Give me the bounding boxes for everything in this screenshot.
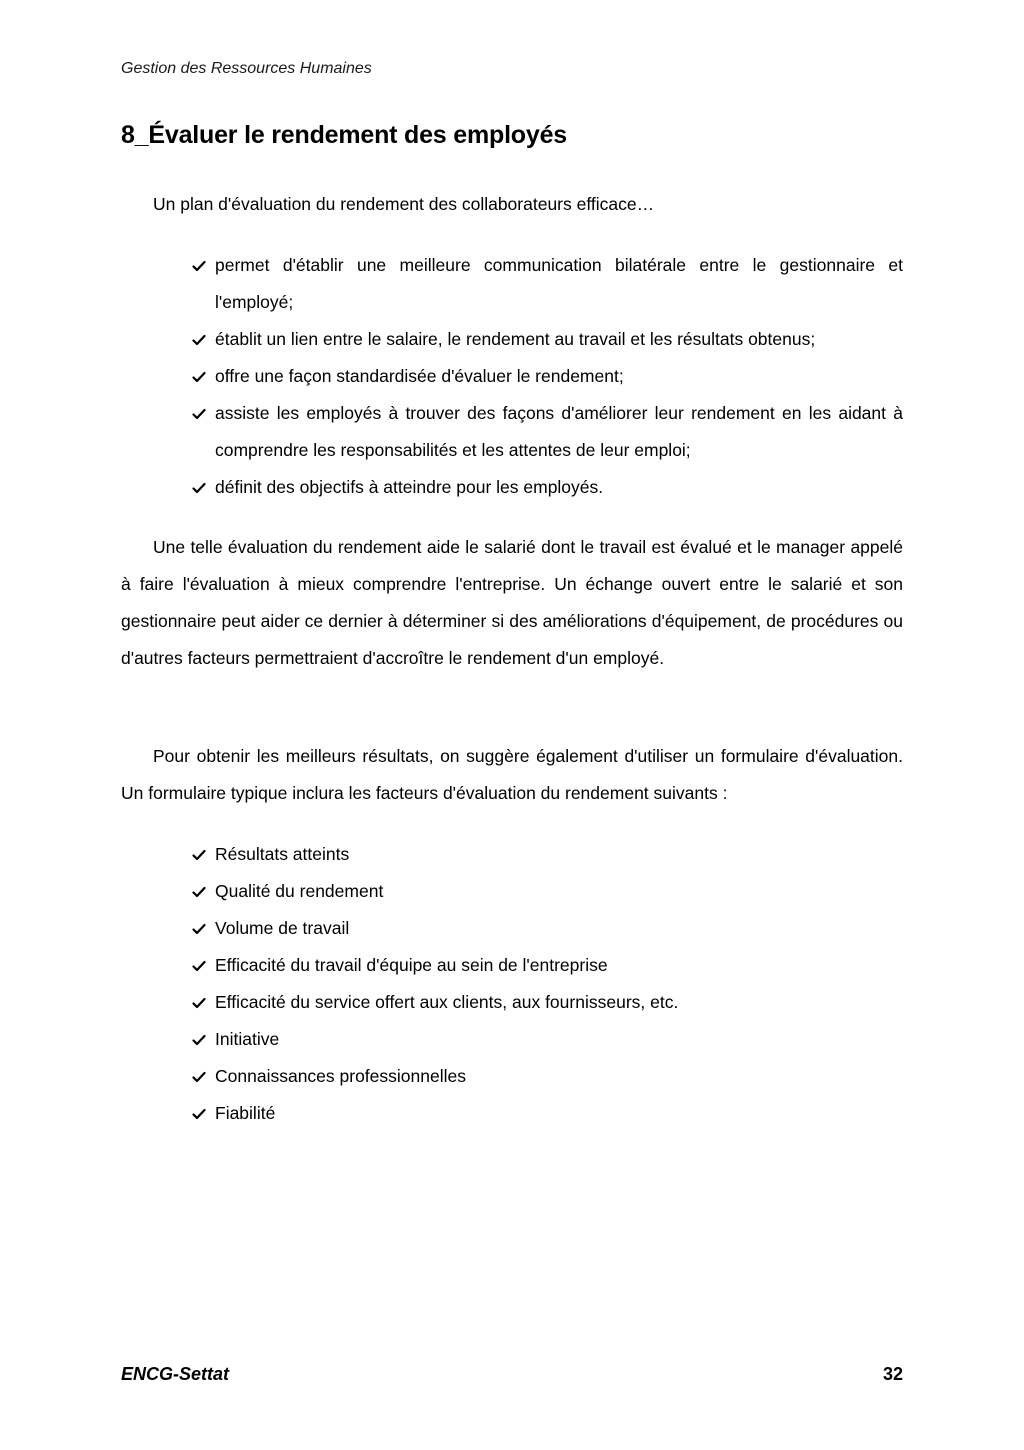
list-item-text: Résultats atteints [215,844,350,864]
list-item-text: établit un lien entre le salaire, le rendement au travail et les résultats obtenus; [215,329,816,349]
checkmark-icon [190,1058,208,1095]
list-item-text: définit des objectifs à atteindre pour les employés. [215,477,604,497]
checkmark-icon [190,247,208,284]
benefits-list [190,247,903,506]
list-item-text: Qualité du rendement [215,881,384,901]
body-paragraph: Une telle évaluation du rendement aide le salarié dont le travail est évalué et le manager appelé à faire l'évaluation à mieux comprendre l'entreprise. Un échange ouvert entre le salarié et son gestionnaire peut aider ce dernier à déterminer si des améliorations d'équipement, de procédures ou d'autres facteurs permettraient d'accroître le rendement d'un employé. [121,537,903,668]
list-item [190,910,903,947]
checkmark-icon [190,873,208,910]
list-item-text: assiste les employés à trouver des façons d'améliorer leur rendement en les aidant à comprendre les responsabilités et les attentes de leur emploi; [215,403,903,460]
checkmark-icon [190,1095,208,1132]
running-header: Gestion des Ressources Humaines [121,60,372,77]
checkmark-icon [190,910,208,947]
checkmark-icon [190,358,208,395]
checkmark-icon [190,395,208,432]
list-item [190,947,903,984]
list-item [190,469,903,506]
list-item [190,873,903,910]
list-item [190,984,903,1021]
list-item-text: Initiative [215,1029,280,1049]
checkmark-icon [190,469,208,506]
intro-text: Un plan d'évaluation du rendement des collaborateurs efficace… [153,194,655,214]
list-item-text: Efficacité du travail d'équipe au sein de l'entreprise [215,955,608,975]
list-item [190,395,903,469]
page-number: 32 [882,1364,903,1384]
list-item-text: Efficacité du service offert aux clients, aux fournisseurs, etc. [215,992,679,1012]
list-item [190,247,903,321]
list-item-text: Volume de travail [215,918,350,938]
section-title: 8_Évaluer le rendement des employés [121,121,567,149]
list-item-text: permet d'établir une meilleure communication bilatérale entre le gestionnaire et l'employé; [215,255,903,312]
checkmark-icon [190,1021,208,1058]
checkmark-icon [190,947,208,984]
checkmark-icon [190,836,208,873]
list-item-text: Fiabilité [215,1103,276,1123]
list-item [190,1095,903,1132]
checkmark-icon [190,984,208,1021]
checkmark-icon [190,321,208,358]
list-item-text: Connaissances professionnelles [215,1066,466,1086]
footer-institution: ENCG-Settat [121,1364,230,1384]
list-item [190,358,903,395]
list-item [190,836,903,873]
list-item [190,321,903,358]
list-item [190,1058,903,1095]
list-item-text: offre une façon standardisée d'évaluer le rendement; [215,366,624,386]
list-item [190,1021,903,1058]
factors-list [190,836,903,1132]
body-paragraph: Pour obtenir les meilleurs résultats, on suggère également d'utiliser un formulaire d'évaluation. Un formulaire typique inclura les facteurs d'évaluation du rendement suivants : [121,746,903,803]
